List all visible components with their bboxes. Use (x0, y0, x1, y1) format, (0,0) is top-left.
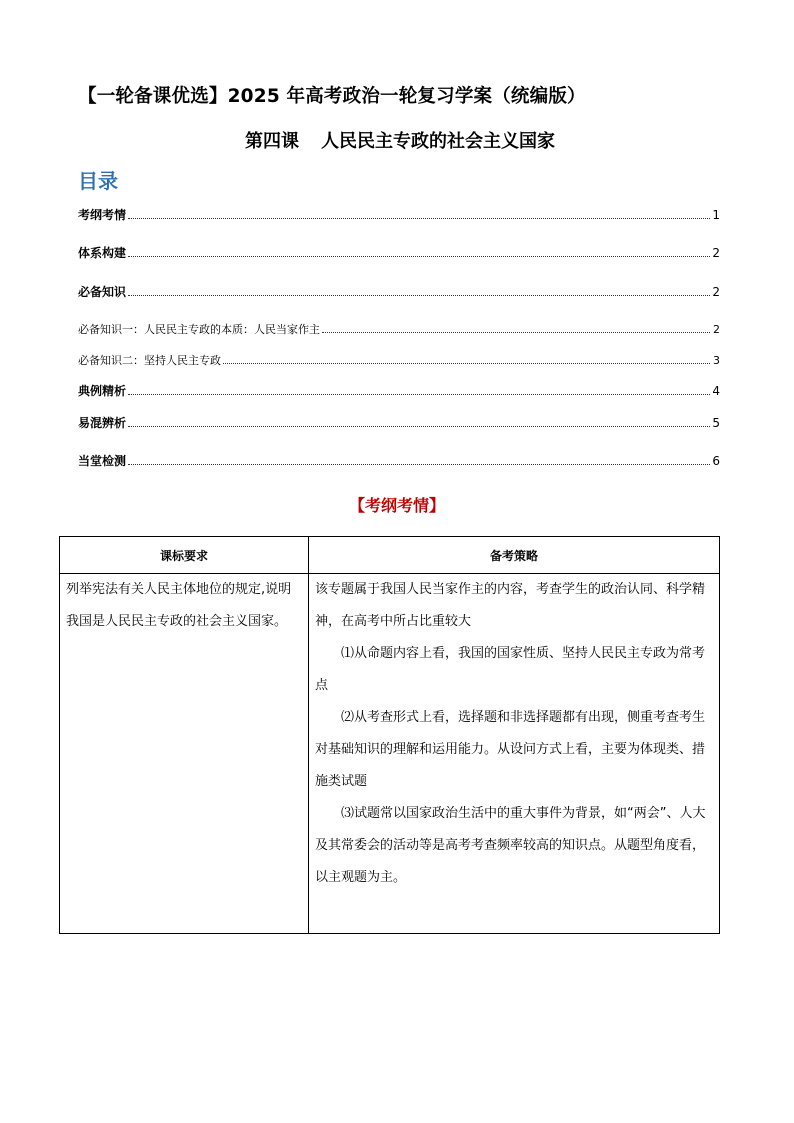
curriculum-requirement-cell (60, 574, 309, 934)
toc-item[interactable] (78, 452, 720, 470)
exam-strategy-cell (309, 574, 720, 934)
toc-leader (128, 294, 710, 296)
column-header-strategy: 备考策略 (309, 537, 720, 574)
toc-item[interactable] (78, 321, 720, 339)
toc-item[interactable] (78, 414, 720, 432)
toc-leader (128, 217, 710, 219)
toc-item-page: 6 (712, 454, 720, 468)
toc-item-label: 必备知识 (78, 285, 127, 299)
lesson-number: 第四课 (245, 131, 299, 152)
toc-heading: 目录 (78, 169, 118, 193)
document-title: 【一轮备课优选】2025 年高考政治一轮复习学案（统编版） (78, 86, 586, 107)
toc-item[interactable] (78, 283, 720, 301)
toc-leader (128, 463, 710, 465)
toc-item-page: 2 (712, 246, 720, 260)
toc-item[interactable] (78, 352, 720, 370)
toc-item-label: 必备知识一：人民民主专政的本质：人民当家作主 (78, 323, 320, 336)
toc-item-label: 当堂检测 (78, 454, 127, 468)
toc-item-label: 易混辨析 (78, 416, 127, 430)
strategy-paragraph: 该专题属于我国人民当家作主的内容，考查学生的政治认同、科学精神，在高考中所占比重较大 (315, 582, 706, 629)
toc-item-label: 必备知识二：坚持人民主专政 (78, 354, 221, 367)
table-header-row (60, 537, 720, 574)
toc-leader (128, 393, 710, 395)
strategy-paragraph: ⑶试题常以国家政治生活中的重大事件为背景，如“两会”、人大及其常委会的活动等是高考考查频率较高的知识点。从题型角度看，以主观题为主。 (315, 806, 706, 885)
table-row (60, 574, 720, 934)
strategy-paragraph: ⑵从考查形式上看，选择题和非选择题都有出现，侧重考查考生对基础知识的理解和运用能力。从设问方式上看，主要为体现类、措施类试题 (315, 710, 706, 789)
toc-item[interactable] (78, 206, 720, 224)
curriculum-requirement-text: 列举宪法有关人民主体地位的规定,说明我国是人民民主专政的社会主义国家。 (66, 582, 292, 629)
section-heading: 【考纲考情】 (348, 496, 445, 515)
toc-leader (128, 255, 710, 257)
toc-item-page: 1 (712, 208, 720, 222)
toc-item-page: 5 (712, 416, 720, 430)
toc-leader (223, 362, 710, 364)
toc-item-page: 3 (713, 354, 720, 367)
toc-leader (128, 425, 710, 427)
toc-item-page: 2 (713, 323, 720, 336)
toc-item-label: 体系构建 (78, 246, 127, 260)
toc-item-page: 4 (712, 384, 720, 398)
lesson-title (0, 127, 794, 153)
toc-item-page: 2 (712, 285, 720, 299)
toc-item[interactable] (78, 244, 720, 262)
toc-item-label: 典例精析 (78, 384, 127, 398)
strategy-paragraph: ⑴从命题内容上看，我国的国家性质、坚持人民民主专政为常考点 (315, 646, 706, 693)
requirements-table (59, 536, 720, 934)
toc-leader (322, 331, 710, 333)
column-header-curriculum: 课标要求 (60, 537, 309, 574)
toc-item[interactable] (78, 382, 720, 400)
toc-item-label: 考纲考情 (78, 208, 127, 222)
lesson-name: 人民民主专政的社会主义国家 (321, 131, 555, 152)
